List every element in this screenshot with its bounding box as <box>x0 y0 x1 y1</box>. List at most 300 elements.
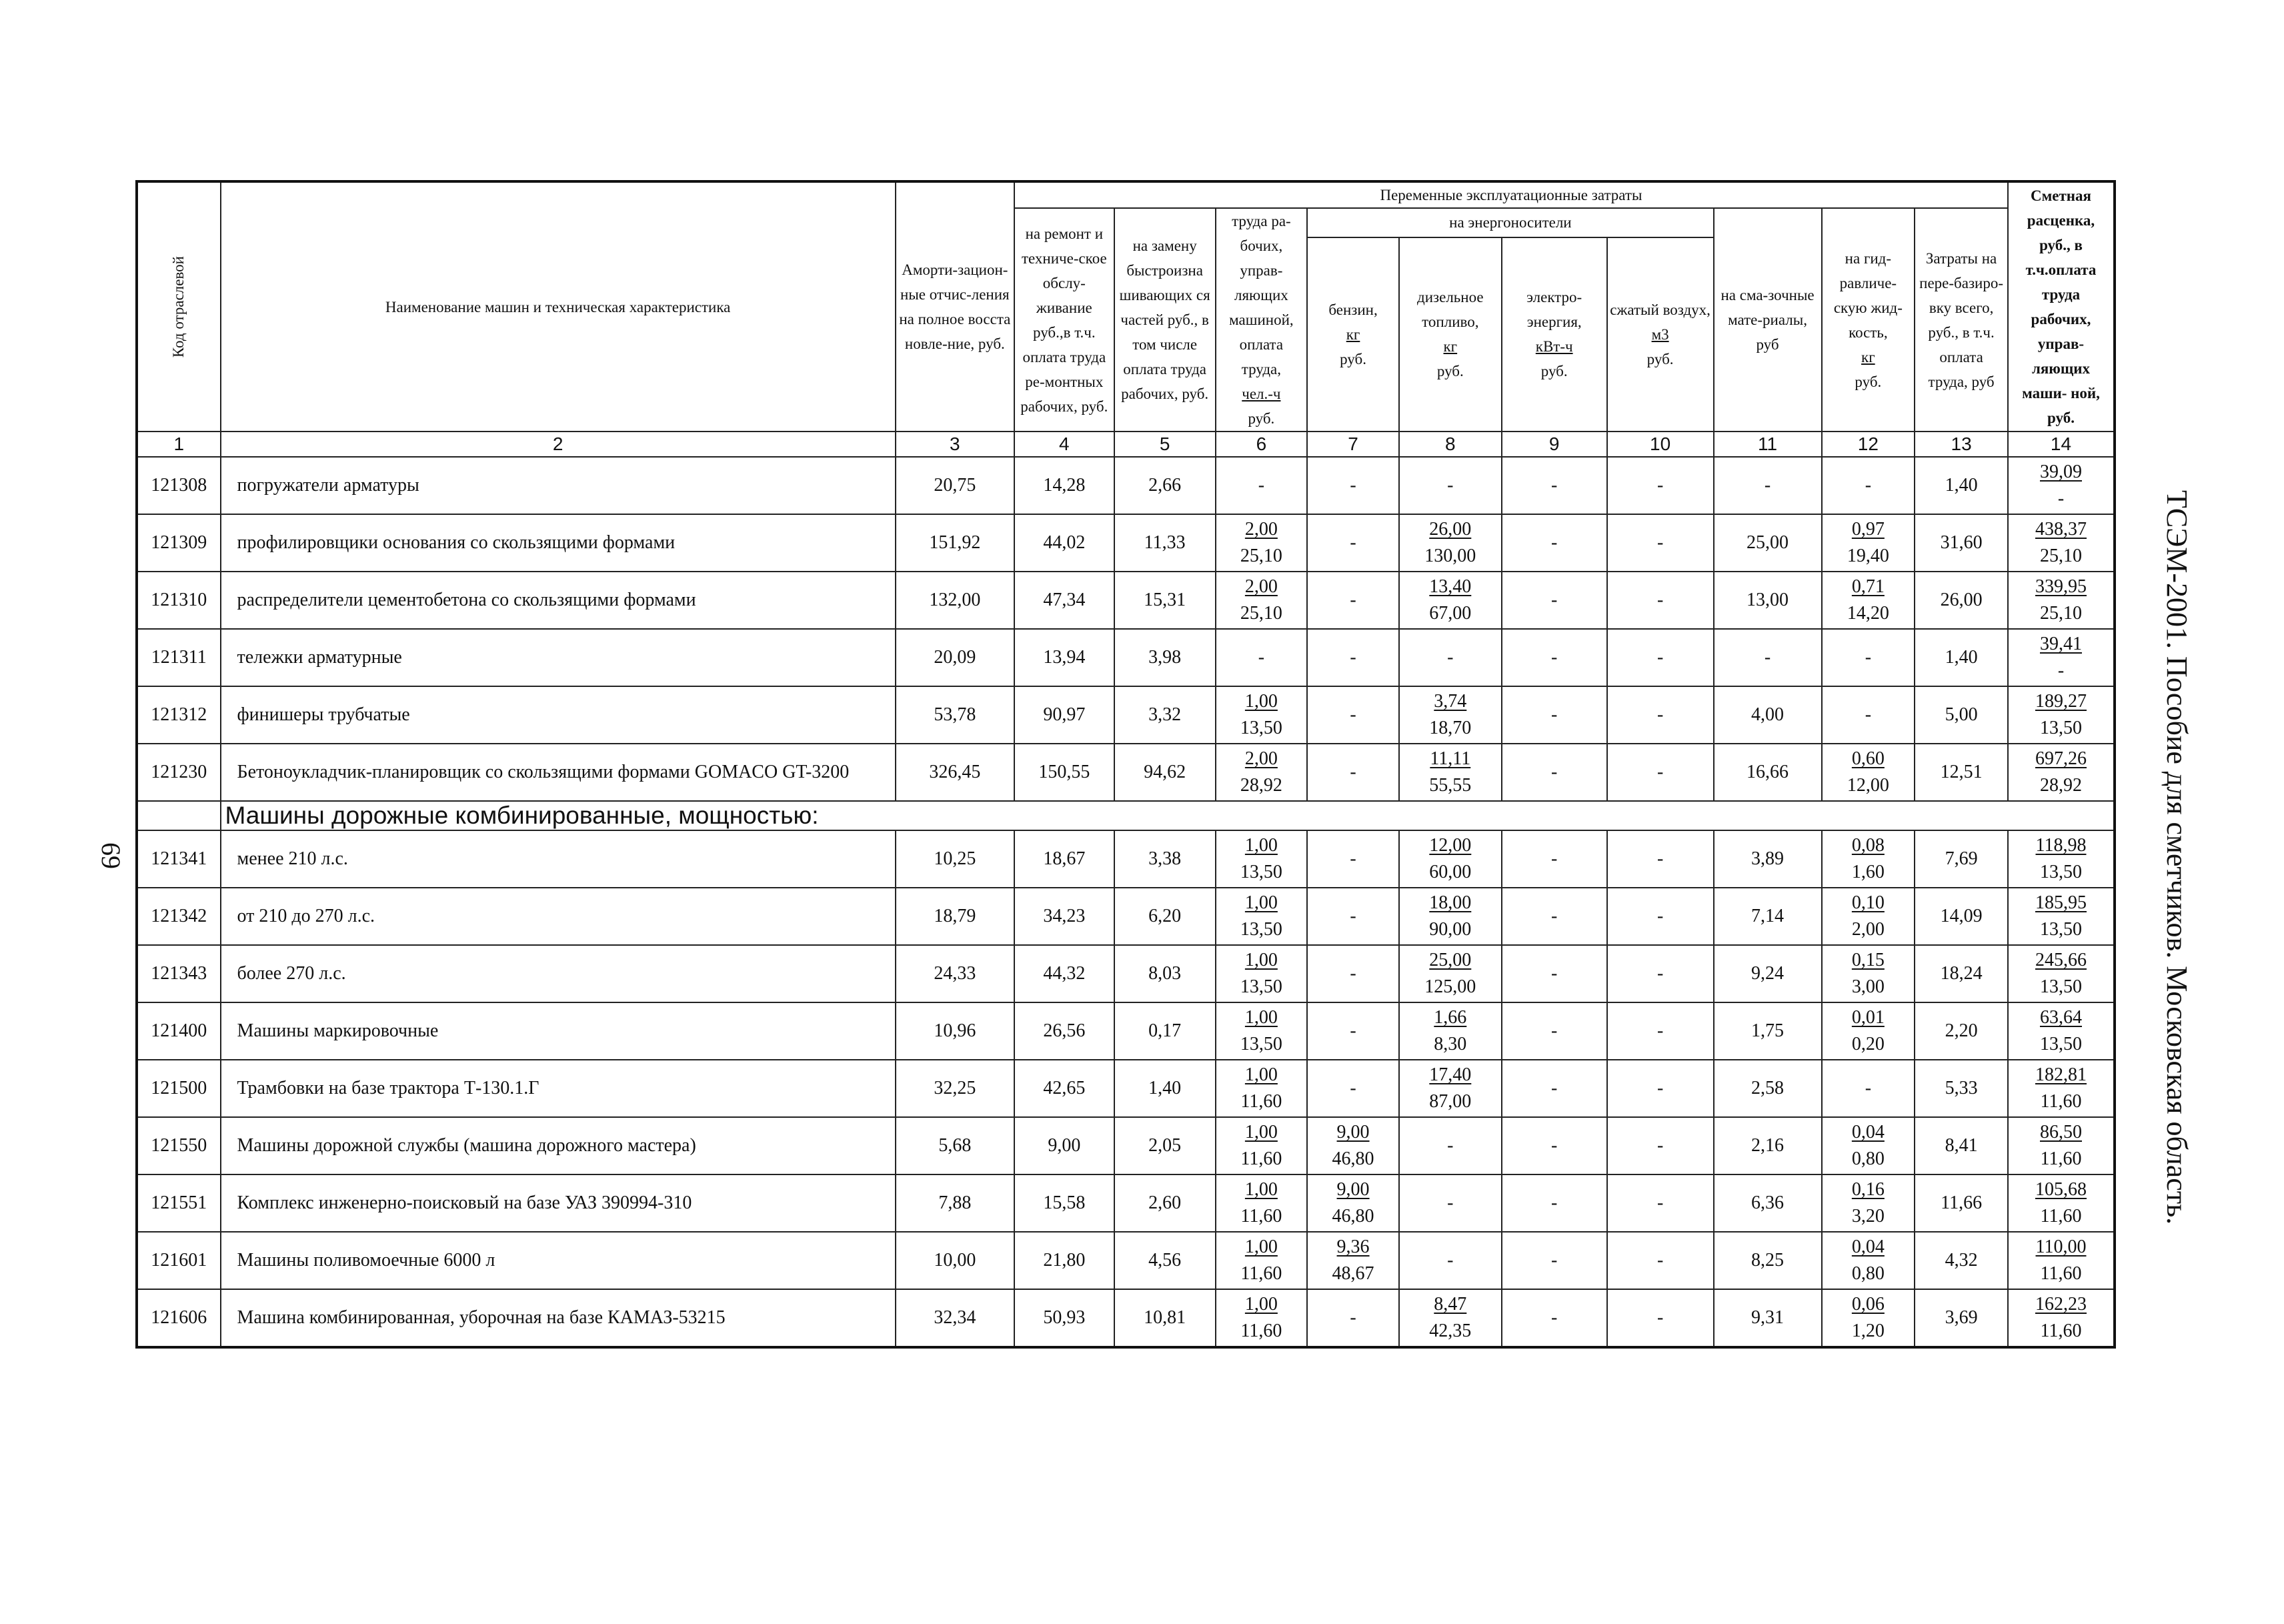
cell-replace: 11,33 <box>1114 514 1216 572</box>
cell-rate-value: 697,26 <box>2035 748 2087 769</box>
cell-rate-value: 110,00 <box>2035 1237 2087 1257</box>
cell-labor <box>1216 1060 1308 1117</box>
cell-relocate: 1,40 <box>1915 629 2008 686</box>
cell-petrol-value: - <box>1350 704 1356 725</box>
cell-petrol-cost: 46,80 <box>1332 1206 1374 1227</box>
header-rate: Сметная расценка, руб., в т.ч.оплата труда рабочих, управ-ляющих маши- ной, руб. <box>2008 181 2115 432</box>
cell-labor-cost: 13,50 <box>1240 919 1282 940</box>
cell-petrol-value: 9,00 <box>1336 1122 1370 1142</box>
cell-labor <box>1216 629 1308 686</box>
cell-labor <box>1216 1174 1308 1232</box>
cell-amort: 53,78 <box>896 686 1014 744</box>
cell-labor-cost: 11,60 <box>1240 1321 1282 1341</box>
row-name: Машины маркировочные <box>221 1002 896 1060</box>
cell-amort: 151,92 <box>896 514 1014 572</box>
cell-rate-value: 438,37 <box>2035 519 2087 540</box>
cell-diesel <box>1399 1060 1502 1117</box>
row-name: Комплекс инженерно-поисковый на базе УАЗ 390994-310 <box>221 1174 896 1232</box>
row-name: Трамбовки на базе трактора Т-130.1.Г <box>221 1060 896 1117</box>
header-energy: на энергоносители <box>1307 208 1713 237</box>
cell-hydro-cost: 1,20 <box>1851 1321 1885 1341</box>
cell-rate-cost: 25,10 <box>2039 603 2082 624</box>
header-variable-costs: Переменные эксплуатационные затраты <box>1014 181 2008 208</box>
row-name: профилировщики основания со скользящими формами <box>221 514 896 572</box>
cell-replace: 3,38 <box>1114 830 1216 888</box>
cell-labor-cost: 11,60 <box>1240 1206 1282 1227</box>
cell-rate <box>2008 1289 2115 1347</box>
cell-air: - <box>1607 945 1714 1002</box>
cell-hydro-cost: 14,20 <box>1847 603 1889 624</box>
cell-electro: - <box>1502 457 1607 514</box>
cell-rate-value: 245,66 <box>2035 950 2087 970</box>
row-code: 121230 <box>137 744 221 801</box>
cell-diesel-value: 12,00 <box>1429 835 1472 856</box>
cell-diesel-value: - <box>1447 1192 1454 1213</box>
cell-replace: 6,20 <box>1114 888 1216 945</box>
cell-amort: 24,33 <box>896 945 1014 1002</box>
cell-amort: 32,25 <box>896 1060 1014 1117</box>
cell-petrol <box>1307 830 1399 888</box>
cell-diesel <box>1399 1002 1502 1060</box>
cell-electro: - <box>1502 1232 1607 1289</box>
column-number-row <box>137 432 2115 457</box>
cell-lube: 25,00 <box>1714 514 1822 572</box>
cell-labor <box>1216 1117 1308 1174</box>
cell-hydro <box>1822 629 1915 686</box>
row-name: погружатели арматуры <box>221 457 896 514</box>
cell-hydro-cost: 3,20 <box>1851 1206 1885 1227</box>
cell-diesel <box>1399 888 1502 945</box>
cell-labor <box>1216 945 1308 1002</box>
cell-diesel <box>1399 629 1502 686</box>
cell-diesel-cost: 60,00 <box>1429 862 1472 882</box>
cell-hydro-value: 0,04 <box>1851 1237 1885 1257</box>
cell-hydro-value: - <box>1865 475 1872 496</box>
cell-petrol <box>1307 1117 1399 1174</box>
cell-diesel-value: - <box>1447 1135 1454 1156</box>
cell-petrol-value: - <box>1350 762 1356 782</box>
rates-table-container <box>135 180 2116 1413</box>
cell-diesel-value: 13,40 <box>1429 576 1472 597</box>
cell-replace: 0,17 <box>1114 1002 1216 1060</box>
header-relocate: Затраты на пере-базиро-вку всего, руб., в т.ч. оплата труда, руб <box>1915 208 2008 432</box>
cell-replace: 1,40 <box>1114 1060 1216 1117</box>
cell-diesel-cost: 18,70 <box>1429 718 1472 738</box>
cell-hydro <box>1822 686 1915 744</box>
cell-hydro-cost: 3,00 <box>1851 976 1885 997</box>
cell-diesel-value: 1,66 <box>1434 1007 1467 1028</box>
machine-rates-table <box>135 180 2116 1349</box>
col-number: 12 <box>1822 432 1915 457</box>
cell-hydro-value: 0,01 <box>1851 1007 1885 1028</box>
cell-labor <box>1216 514 1308 572</box>
cell-rate <box>2008 572 2115 629</box>
cell-replace: 3,98 <box>1114 629 1216 686</box>
cell-hydro-value: 0,97 <box>1851 519 1885 540</box>
cell-hydro <box>1822 945 1915 1002</box>
table-row <box>137 830 2115 888</box>
cell-rate-value: 86,50 <box>2039 1122 2082 1142</box>
cell-relocate: 1,40 <box>1915 457 2008 514</box>
cell-electro: - <box>1502 744 1607 801</box>
cell-rate-cost: 11,60 <box>2040 1321 2082 1341</box>
row-name: более 270 л.с. <box>221 945 896 1002</box>
cell-labor-value: 1,00 <box>1244 1122 1278 1142</box>
cell-electro: - <box>1502 572 1607 629</box>
cell-hydro <box>1822 888 1915 945</box>
cell-diesel <box>1399 744 1502 801</box>
row-name: тележки арматурные <box>221 629 896 686</box>
cell-hydro <box>1822 1002 1915 1060</box>
cell-air: - <box>1607 629 1714 686</box>
cell-labor-cost: 11,60 <box>1240 1148 1282 1169</box>
row-code: 121550 <box>137 1117 221 1174</box>
cell-hydro <box>1822 572 1915 629</box>
cell-replace: 94,62 <box>1114 744 1216 801</box>
cell-labor-cost: 25,10 <box>1240 546 1282 566</box>
cell-petrol-value: - <box>1350 647 1356 668</box>
cell-air: - <box>1607 686 1714 744</box>
cell-hydro <box>1822 514 1915 572</box>
cell-labor <box>1216 888 1308 945</box>
cell-electro: - <box>1502 888 1607 945</box>
cell-replace: 2,60 <box>1114 1174 1216 1232</box>
cell-replace: 3,32 <box>1114 686 1216 744</box>
cell-air: - <box>1607 1289 1714 1347</box>
cell-labor-value: 1,00 <box>1244 1294 1278 1315</box>
cell-rate-cost: 11,60 <box>2040 1206 2082 1227</box>
cell-rate <box>2008 1002 2115 1060</box>
cell-lube: 9,31 <box>1714 1289 1822 1347</box>
cell-electro: - <box>1502 1060 1607 1117</box>
header-replace: на замену быстроизна шивающих ся частей руб., в том числе оплата труда рабочих, руб. <box>1114 208 1216 432</box>
row-code: 121551 <box>137 1174 221 1232</box>
cell-diesel-value: - <box>1447 475 1454 496</box>
table-row <box>137 1060 2115 1117</box>
header-electro: электро-энергия, кВт-ч руб. <box>1502 237 1607 432</box>
cell-relocate: 5,33 <box>1915 1060 2008 1117</box>
cell-rate <box>2008 686 2115 744</box>
cell-diesel <box>1399 1232 1502 1289</box>
row-name: финишеры трубчатые <box>221 686 896 744</box>
cell-rate-cost: 13,50 <box>2039 919 2082 940</box>
cell-labor <box>1216 1002 1308 1060</box>
cell-diesel-cost: 90,00 <box>1429 919 1472 940</box>
row-code: 121343 <box>137 945 221 1002</box>
cell-diesel <box>1399 514 1502 572</box>
cell-petrol <box>1307 1232 1399 1289</box>
cell-repair: 47,34 <box>1014 572 1114 629</box>
cell-diesel-value: - <box>1447 647 1454 668</box>
cell-repair: 90,97 <box>1014 686 1114 744</box>
cell-diesel-cost: 67,00 <box>1429 603 1472 624</box>
cell-petrol-value: - <box>1350 906 1356 926</box>
header-lube: на сма-зочные мате-риалы, руб <box>1714 208 1822 432</box>
cell-replace: 10,81 <box>1114 1289 1216 1347</box>
cell-petrol-value: - <box>1350 590 1356 610</box>
cell-amort: 18,79 <box>896 888 1014 945</box>
cell-petrol <box>1307 744 1399 801</box>
cell-hydro-value: - <box>1865 1078 1872 1098</box>
cell-hydro <box>1822 1117 1915 1174</box>
row-name: от 210 до 270 л.с. <box>221 888 896 945</box>
col-number: 6 <box>1216 432 1308 457</box>
cell-electro: - <box>1502 686 1607 744</box>
cell-rate-value: 63,64 <box>2039 1007 2082 1028</box>
cell-rate-value: 162,23 <box>2035 1294 2087 1315</box>
cell-air: - <box>1607 1002 1714 1060</box>
cell-hydro-value: 0,71 <box>1851 576 1885 597</box>
table-row <box>137 888 2115 945</box>
cell-petrol <box>1307 1289 1399 1347</box>
cell-diesel <box>1399 830 1502 888</box>
cell-hydro-cost: 19,40 <box>1847 546 1889 566</box>
cell-hydro-cost: 0,80 <box>1851 1148 1885 1169</box>
col-number: 10 <box>1607 432 1714 457</box>
col-number: 9 <box>1502 432 1607 457</box>
cell-lube: 9,24 <box>1714 945 1822 1002</box>
cell-labor <box>1216 457 1308 514</box>
cell-amort: 132,00 <box>896 572 1014 629</box>
cell-rate <box>2008 629 2115 686</box>
cell-lube: 2,58 <box>1714 1060 1822 1117</box>
cell-electro: - <box>1502 629 1607 686</box>
cell-rate <box>2008 1174 2115 1232</box>
header-code: Код отраслевой <box>137 181 221 432</box>
cell-relocate: 11,66 <box>1915 1174 2008 1232</box>
cell-petrol <box>1307 514 1399 572</box>
cell-petrol-value: 9,36 <box>1336 1237 1370 1257</box>
cell-hydro-cost: 12,00 <box>1847 775 1889 796</box>
cell-petrol-value: - <box>1350 532 1356 553</box>
cell-hydro-value: 0,60 <box>1851 748 1885 769</box>
cell-petrol <box>1307 1174 1399 1232</box>
cell-relocate: 7,69 <box>1915 830 2008 888</box>
cell-petrol-value: - <box>1350 1020 1356 1041</box>
header-amort: Аморти-зацион-ные отчис-ления на полное восста новле-ние, руб. <box>896 181 1014 432</box>
cell-repair: 50,93 <box>1014 1289 1114 1347</box>
row-code: 121341 <box>137 830 221 888</box>
cell-hydro <box>1822 1060 1915 1117</box>
cell-lube: 7,14 <box>1714 888 1822 945</box>
cell-amort: 10,25 <box>896 830 1014 888</box>
cell-petrol <box>1307 1060 1399 1117</box>
cell-labor <box>1216 572 1308 629</box>
cell-repair: 44,32 <box>1014 945 1114 1002</box>
table-row <box>137 1289 2115 1347</box>
cell-amort: 20,75 <box>896 457 1014 514</box>
table-row <box>137 572 2115 629</box>
cell-rate <box>2008 1117 2115 1174</box>
col-number: 11 <box>1714 432 1822 457</box>
cell-rate-cost: 11,60 <box>2040 1091 2082 1112</box>
cell-hydro-cost: 0,20 <box>1851 1034 1885 1054</box>
cell-diesel <box>1399 572 1502 629</box>
cell-hydro-value: - <box>1865 704 1872 725</box>
cell-labor-value: 1,00 <box>1244 691 1278 712</box>
cell-rate-value: 118,98 <box>2035 835 2087 856</box>
cell-air: - <box>1607 1232 1714 1289</box>
row-code: 121601 <box>137 1232 221 1289</box>
cell-lube: 1,75 <box>1714 1002 1822 1060</box>
header-name: Наименование машин и техническая характеристика <box>221 181 896 432</box>
cell-diesel-cost: 125,00 <box>1424 976 1476 997</box>
cell-diesel-value: 8,47 <box>1434 1294 1467 1315</box>
cell-repair: 9,00 <box>1014 1117 1114 1174</box>
cell-hydro-value: 0,10 <box>1851 892 1885 913</box>
cell-electro: - <box>1502 514 1607 572</box>
cell-diesel <box>1399 1289 1502 1347</box>
col-number: 1 <box>137 432 221 457</box>
cell-labor-value: 2,00 <box>1244 576 1278 597</box>
cell-repair: 15,58 <box>1014 1174 1114 1232</box>
cell-diesel-value: 17,40 <box>1429 1064 1472 1085</box>
cell-hydro <box>1822 1174 1915 1232</box>
cell-hydro-value: 0,15 <box>1851 950 1885 970</box>
cell-rate <box>2008 1060 2115 1117</box>
cell-relocate: 26,00 <box>1915 572 2008 629</box>
table-row <box>137 686 2115 744</box>
cell-repair: 14,28 <box>1014 457 1114 514</box>
row-name: распределители цементобетона со скользящими формами <box>221 572 896 629</box>
cell-labor-value: 1,00 <box>1244 835 1278 856</box>
cell-labor-cost: 13,50 <box>1240 862 1282 882</box>
cell-air: - <box>1607 572 1714 629</box>
cell-repair: 26,56 <box>1014 1002 1114 1060</box>
cell-amort: 7,88 <box>896 1174 1014 1232</box>
header-petrol: бензин, кг руб. <box>1307 237 1399 432</box>
table-row <box>137 1232 2115 1289</box>
cell-labor-value: - <box>1258 647 1265 668</box>
cell-diesel-value: - <box>1447 1250 1454 1271</box>
row-name: Машина комбинированная, уборочная на базе КАМАЗ-53215 <box>221 1289 896 1347</box>
cell-relocate: 8,41 <box>1915 1117 2008 1174</box>
table-row <box>137 1117 2115 1174</box>
cell-labor-value: - <box>1258 475 1265 496</box>
header-diesel: дизельное топливо, кг руб. <box>1399 237 1502 432</box>
cell-petrol-value: - <box>1350 1307 1356 1328</box>
cell-labor-value: 2,00 <box>1244 519 1278 540</box>
cell-replace: 4,56 <box>1114 1232 1216 1289</box>
cell-petrol-value: - <box>1350 963 1356 984</box>
cell-petrol-cost: 48,67 <box>1332 1263 1374 1284</box>
table-row <box>137 629 2115 686</box>
cell-labor-value: 1,00 <box>1244 892 1278 913</box>
cell-repair: 21,80 <box>1014 1232 1114 1289</box>
cell-repair: 18,67 <box>1014 830 1114 888</box>
cell-labor-value: 1,00 <box>1244 1007 1278 1028</box>
cell-petrol <box>1307 945 1399 1002</box>
side-title: ТСЭМ-2001. Пособие для сметчиков. Московская область. <box>2161 490 2193 1225</box>
cell-rate-value: 185,95 <box>2035 892 2087 913</box>
cell-lube: 4,00 <box>1714 686 1822 744</box>
row-code: 121500 <box>137 1060 221 1117</box>
cell-hydro-value: - <box>1865 647 1872 668</box>
cell-air: - <box>1607 514 1714 572</box>
table-row <box>137 514 2115 572</box>
cell-air: - <box>1607 457 1714 514</box>
table-row <box>137 1002 2115 1060</box>
table-row <box>137 457 2115 514</box>
cell-air: - <box>1607 830 1714 888</box>
cell-amort: 326,45 <box>896 744 1014 801</box>
cell-rate-cost: 11,60 <box>2040 1263 2082 1284</box>
page-number: 69 <box>96 842 126 869</box>
cell-rate-value: 339,95 <box>2035 576 2087 597</box>
cell-rate-cost: 13,50 <box>2039 1034 2082 1054</box>
cell-hydro-value: 0,06 <box>1851 1294 1885 1315</box>
cell-petrol <box>1307 457 1399 514</box>
cell-repair: 13,94 <box>1014 629 1114 686</box>
cell-rate-value: 182,81 <box>2035 1064 2087 1085</box>
cell-rate-value: 189,27 <box>2035 691 2087 712</box>
cell-relocate: 31,60 <box>1915 514 2008 572</box>
cell-rate <box>2008 945 2115 1002</box>
cell-petrol-value: - <box>1350 848 1356 869</box>
cell-rate-cost: 13,50 <box>2039 976 2082 997</box>
cell-lube: 6,36 <box>1714 1174 1822 1232</box>
cell-air: - <box>1607 744 1714 801</box>
cell-hydro-cost: 2,00 <box>1851 919 1885 940</box>
row-code: 121606 <box>137 1289 221 1347</box>
cell-electro: - <box>1502 1289 1607 1347</box>
cell-diesel-value: 25,00 <box>1429 950 1472 970</box>
cell-hydro-cost: 0,80 <box>1851 1263 1885 1284</box>
cell-relocate: 3,69 <box>1915 1289 2008 1347</box>
cell-rate <box>2008 830 2115 888</box>
cell-rate-value: 105,68 <box>2035 1179 2087 1200</box>
cell-repair: 150,55 <box>1014 744 1114 801</box>
row-code: 121308 <box>137 457 221 514</box>
cell-petrol <box>1307 1002 1399 1060</box>
cell-labor-cost: 13,50 <box>1240 976 1282 997</box>
cell-diesel <box>1399 457 1502 514</box>
cell-lube: 2,16 <box>1714 1117 1822 1174</box>
col-number: 5 <box>1114 432 1216 457</box>
cell-amort: 10,96 <box>896 1002 1014 1060</box>
cell-repair: 34,23 <box>1014 888 1114 945</box>
cell-labor-cost: 28,92 <box>1240 775 1282 796</box>
row-name: Машины дорожной службы (машина дорожного мастера) <box>221 1117 896 1174</box>
cell-hydro-value: 0,04 <box>1851 1122 1885 1142</box>
cell-diesel-cost: 55,55 <box>1429 775 1472 796</box>
cell-labor-value: 1,00 <box>1244 1064 1278 1085</box>
cell-diesel-cost: 42,35 <box>1429 1321 1472 1341</box>
cell-petrol-value: 9,00 <box>1336 1179 1370 1200</box>
col-number: 7 <box>1307 432 1399 457</box>
header-repair: на ремонт и техниче-ское обслу-живание руб.,в т.ч. оплата труда ре-монтных рабочих, руб. <box>1014 208 1114 432</box>
col-number: 4 <box>1014 432 1114 457</box>
cell-rate <box>2008 514 2115 572</box>
cell-petrol-value: - <box>1350 475 1356 496</box>
cell-labor-cost: 11,60 <box>1240 1263 1282 1284</box>
cell-petrol <box>1307 572 1399 629</box>
table-row <box>137 1174 2115 1232</box>
cell-rate-value: 39,41 <box>2039 634 2082 654</box>
cell-lube: 8,25 <box>1714 1232 1822 1289</box>
cell-rate-value: 39,09 <box>2039 462 2082 482</box>
cell-labor-cost: 13,50 <box>1240 1034 1282 1054</box>
cell-diesel <box>1399 1117 1502 1174</box>
cell-rate-cost: 11,60 <box>2040 1148 2082 1169</box>
header-labor: труда ра-бочих, управ-ляющих машиной, оплата труда, чел.-ч руб. <box>1216 208 1308 432</box>
table-body <box>137 457 2115 1347</box>
cell-replace: 2,66 <box>1114 457 1216 514</box>
cell-electro: - <box>1502 830 1607 888</box>
cell-petrol <box>1307 888 1399 945</box>
row-name: менее 210 л.с. <box>221 830 896 888</box>
cell-diesel <box>1399 945 1502 1002</box>
